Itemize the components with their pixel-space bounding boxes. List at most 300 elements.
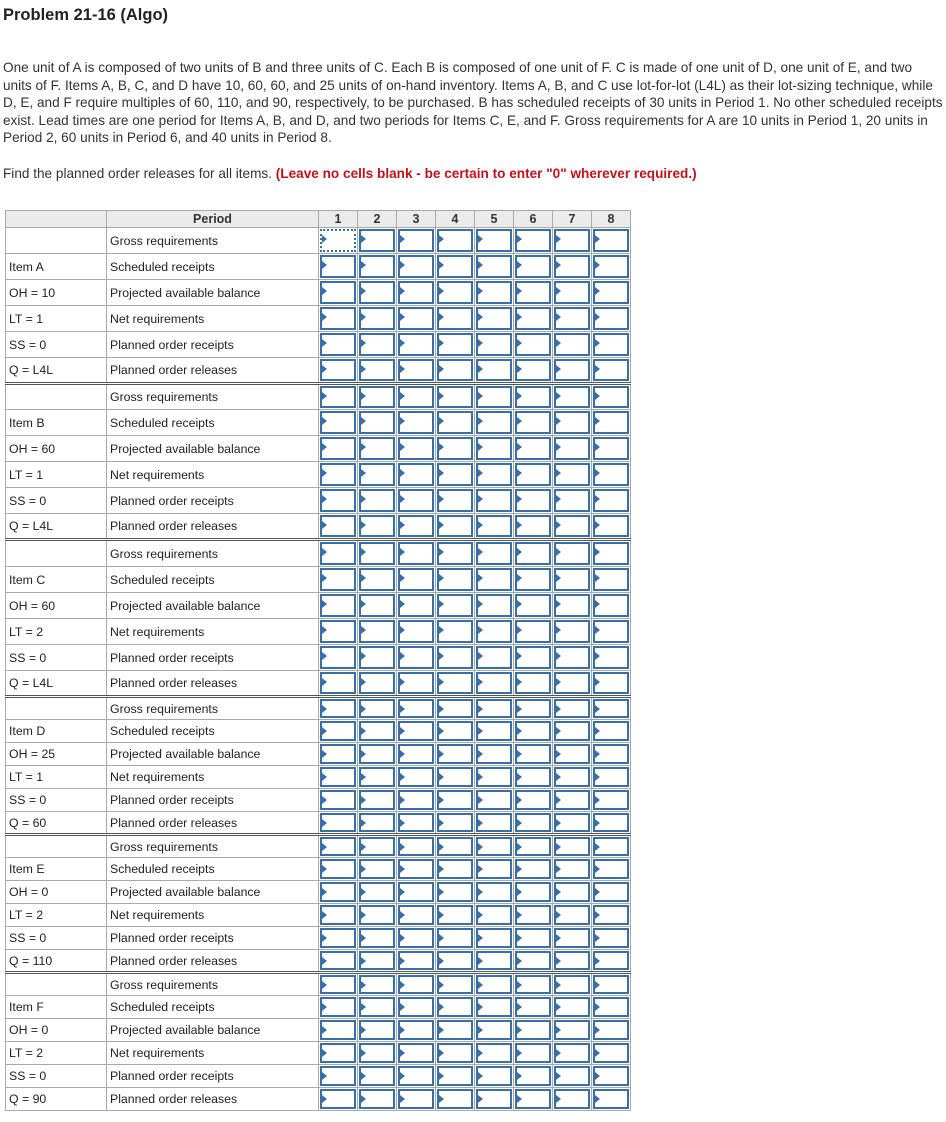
item-b-scheduled-receipts-period-1-input[interactable]: [320, 411, 356, 434]
item-c-net-requirements-period-3-input[interactable]: [398, 620, 434, 643]
item-e-scheduled-receipts-period-8-input[interactable]: [593, 859, 629, 879]
item-d-planned-order-releases-period-4-input[interactable]: [437, 813, 473, 832]
item-d-gross-requirements-period-7-input[interactable]: [554, 699, 590, 718]
item-f-scheduled-receipts-period-8-input[interactable]: [593, 997, 629, 1017]
item-a-planned-order-releases-period-4-input[interactable]: [437, 359, 473, 381]
item-e-planned-order-releases-period-4-input[interactable]: [437, 951, 473, 970]
item-e-net-requirements-period-8-input[interactable]: [593, 905, 629, 925]
item-c-scheduled-receipts-period-1-input[interactable]: [320, 568, 356, 591]
item-a-planned-order-releases-period-6-input[interactable]: [515, 359, 551, 381]
item-c-scheduled-receipts-period-6-input[interactable]: [515, 568, 551, 591]
item-a-net-requirements-period-7-input[interactable]: [554, 307, 590, 330]
item-a-planned-order-receipts-period-2-input[interactable]: [359, 333, 395, 356]
item-a-planned-order-receipts-period-5-input[interactable]: [476, 333, 512, 356]
item-c-projected-available-balance-period-5-input[interactable]: [476, 594, 512, 617]
item-a-planned-order-releases-period-1-input[interactable]: [320, 359, 356, 381]
item-a-planned-order-receipts-period-6-input[interactable]: [515, 333, 551, 356]
item-d-projected-available-balance-period-4-input[interactable]: [437, 744, 473, 764]
item-f-net-requirements-period-2-input[interactable]: [359, 1043, 395, 1063]
item-f-planned-order-releases-period-7-input[interactable]: [554, 1089, 590, 1109]
item-e-net-requirements-period-1-input[interactable]: [320, 905, 356, 925]
item-d-planned-order-receipts-period-7-input[interactable]: [554, 790, 590, 810]
item-e-planned-order-releases-period-5-input[interactable]: [476, 951, 512, 970]
row-label-scheduled-receipts: Scheduled receipts: [107, 254, 319, 280]
item-e-projected-available-balance-period-2-input[interactable]: [359, 882, 395, 902]
item-d-projected-available-balance-period-8-input[interactable]: [593, 744, 629, 764]
item-b-planned-order-releases-period-8-cell: [592, 514, 631, 540]
item-a-planned-order-releases-period-7-input[interactable]: [554, 359, 590, 381]
item-a-scheduled-receipts-period-6-input[interactable]: [515, 255, 551, 278]
item-f-projected-available-balance-period-6-input[interactable]: [515, 1020, 551, 1040]
item-b-planned-order-releases-period-8-input[interactable]: [593, 515, 629, 537]
item-e-planned-order-receipts-period-3-input[interactable]: [398, 928, 434, 948]
item-b-net-requirements-period-3-input[interactable]: [398, 463, 434, 486]
item-d-planned-order-releases-period-5-input[interactable]: [476, 813, 512, 832]
item-e-net-requirements-period-6-input[interactable]: [515, 905, 551, 925]
item-b-projected-available-balance-period-2-input[interactable]: [359, 437, 395, 460]
item-e-gross-requirements-period-6-input[interactable]: [515, 837, 551, 856]
item-a-projected-available-balance-period-5-input[interactable]: [476, 281, 512, 304]
item-c-planned-order-releases-period-5-input[interactable]: [476, 672, 512, 694]
item-e-planned-order-releases-period-8-input[interactable]: [593, 951, 629, 970]
item-e-planned-order-receipts-period-8-input[interactable]: [593, 928, 629, 948]
item-e-planned-order-receipts-period-7-input[interactable]: [554, 928, 590, 948]
item-e-net-requirements-period-3-input[interactable]: [398, 905, 434, 925]
item-b-planned-order-releases-period-5-input[interactable]: [476, 515, 512, 537]
item-a-planned-order-releases-period-5-cell: [475, 358, 514, 384]
item-b-scheduled-receipts-period-3-input[interactable]: [398, 411, 434, 434]
item-a-gross-requirements-period-7-input[interactable]: [554, 229, 590, 252]
item-d-projected-available-balance-period-1-input[interactable]: [320, 744, 356, 764]
item-f-planned-order-receipts-period-7-input[interactable]: [554, 1066, 590, 1086]
item-e-planned-order-receipts-period-5-input[interactable]: [476, 928, 512, 948]
item-b-projected-available-balance-period-7-input[interactable]: [554, 437, 590, 460]
item-f-scheduled-receipts-period-3-input[interactable]: [398, 997, 434, 1017]
item-e-planned-order-releases-period-3-input[interactable]: [398, 951, 434, 970]
item-f-planned-order-releases-period-8-input[interactable]: [593, 1089, 629, 1109]
item-f-gross-requirements-period-5-input[interactable]: [476, 975, 512, 994]
item-d-planned-order-releases-period-3-input[interactable]: [398, 813, 434, 832]
item-f-gross-requirements-period-3-input[interactable]: [398, 975, 434, 994]
item-a-net-requirements-period-5-input[interactable]: [476, 307, 512, 330]
item-e-scheduled-receipts-period-7-input[interactable]: [554, 859, 590, 879]
item-b-planned-order-releases-period-3-input[interactable]: [398, 515, 434, 537]
item-b-net-requirements-period-5-input[interactable]: [476, 463, 512, 486]
item-f-gross-requirements-period-2-input[interactable]: [359, 975, 395, 994]
item-d-net-requirements-period-2-input[interactable]: [359, 767, 395, 787]
item-e-net-requirements-period-4-input[interactable]: [437, 905, 473, 925]
item-b-scheduled-receipts-period-2-input[interactable]: [359, 411, 395, 434]
item-b-gross-requirements-period-7-input[interactable]: [554, 386, 590, 408]
item-c-gross-requirements-period-8-input[interactable]: [593, 542, 629, 565]
item-c-scheduled-receipts-period-4-input[interactable]: [437, 568, 473, 591]
item-e-projected-available-balance-period-8-input[interactable]: [593, 882, 629, 902]
item-c-scheduled-receipts-period-5-input[interactable]: [476, 568, 512, 591]
item-b-planned-order-receipts-period-6-input[interactable]: [515, 489, 551, 512]
item-c-gross-requirements-period-5-input[interactable]: [476, 542, 512, 565]
item-b-planned-order-releases-period-2-input[interactable]: [359, 515, 395, 537]
item-e-gross-requirements-period-4-input[interactable]: [437, 837, 473, 856]
item-b-planned-order-receipts-period-5-input[interactable]: [476, 489, 512, 512]
item-d-scheduled-receipts-period-8-cell: [592, 720, 631, 743]
item-f-net-requirements-period-6-input[interactable]: [515, 1043, 551, 1063]
item-a-scheduled-receipts-period-4-input[interactable]: [437, 255, 473, 278]
item-f-scheduled-receipts-period-4-input[interactable]: [437, 997, 473, 1017]
item-e-net-requirements-period-5-input[interactable]: [476, 905, 512, 925]
item-d-net-requirements-period-8-input[interactable]: [593, 767, 629, 787]
item-f-net-requirements-period-1-input[interactable]: [320, 1043, 356, 1063]
item-a-gross-requirements-period-2-input[interactable]: [359, 229, 395, 252]
item-f-projected-available-balance-period-3-input[interactable]: [398, 1020, 434, 1040]
item-e-planned-order-releases-period-6-input[interactable]: [515, 951, 551, 970]
item-a-scheduled-receipts-period-5-input[interactable]: [476, 255, 512, 278]
item-a-net-requirements-period-4-input[interactable]: [437, 307, 473, 330]
item-f-gross-requirements-period-8-input[interactable]: [593, 975, 629, 994]
item-a-projected-available-balance-period-1-input[interactable]: [320, 281, 356, 304]
item-a-scheduled-receipts-period-1-input[interactable]: [320, 255, 356, 278]
item-f-gross-requirements-period-4-input[interactable]: [437, 975, 473, 994]
item-d-net-requirements-period-4-input[interactable]: [437, 767, 473, 787]
item-f-net-requirements-period-7-input[interactable]: [554, 1043, 590, 1063]
item-d-projected-available-balance-period-5-input[interactable]: [476, 744, 512, 764]
item-b-planned-order-receipts-period-8-input[interactable]: [593, 489, 629, 512]
item-c-planned-order-receipts-period-4-input[interactable]: [437, 646, 473, 669]
item-b-projected-available-balance-period-8-input[interactable]: [593, 437, 629, 460]
item-b-planned-order-receipts-period-4-input[interactable]: [437, 489, 473, 512]
item-c-planned-order-receipts-period-2-input[interactable]: [359, 646, 395, 669]
item-d-gross-requirements-period-1-input[interactable]: [320, 699, 356, 718]
item-c-planned-order-releases-period-7-input[interactable]: [554, 672, 590, 694]
item-f-projected-available-balance-period-8-input[interactable]: [593, 1020, 629, 1040]
item-f-net-requirements-period-5-input[interactable]: [476, 1043, 512, 1063]
item-b-planned-order-releases-period-4-input[interactable]: [437, 515, 473, 537]
item-c-projected-available-balance-period-4-input[interactable]: [437, 594, 473, 617]
item-d-projected-available-balance-period-6-input[interactable]: [515, 744, 551, 764]
item-a-projected-available-balance-period-4-input[interactable]: [437, 281, 473, 304]
item-f-projected-available-balance-period-4-input[interactable]: [437, 1020, 473, 1040]
item-c-projected-available-balance-period-6-input[interactable]: [515, 594, 551, 617]
item-d-scheduled-receipts-period-8-input[interactable]: [593, 721, 629, 741]
item-d-planned-order-releases-period-6-input[interactable]: [515, 813, 551, 832]
item-f-projected-available-balance-period-1-input[interactable]: [320, 1020, 356, 1040]
item-a-gross-requirements-period-6-input[interactable]: [515, 229, 551, 252]
item-a-net-requirements-period-2-input[interactable]: [359, 307, 395, 330]
item-e-gross-requirements-period-2-input[interactable]: [359, 837, 395, 856]
item-c-projected-available-balance-period-2-input[interactable]: [359, 594, 395, 617]
item-f-net-requirements-period-8-input[interactable]: [593, 1043, 629, 1063]
item-e-projected-available-balance-period-6-input[interactable]: [515, 882, 551, 902]
item-b-gross-requirements-period-1-input[interactable]: [320, 386, 356, 408]
item-c-scheduled-receipts-period-2-input[interactable]: [359, 568, 395, 591]
item-d-net-requirements-period-6-input[interactable]: [515, 767, 551, 787]
item-e-scheduled-receipts-period-2-input[interactable]: [359, 859, 395, 879]
item-e-gross-requirements-period-7-input[interactable]: [554, 837, 590, 856]
item-e-projected-available-balance-period-1-input[interactable]: [320, 882, 356, 902]
item-e-planned-order-releases-period-2-input[interactable]: [359, 951, 395, 970]
item-d-planned-order-receipts-period-6-input[interactable]: [515, 790, 551, 810]
item-f-planned-order-receipts-period-1-input[interactable]: [320, 1066, 356, 1086]
item-c-projected-available-balance-period-7-input[interactable]: [554, 594, 590, 617]
item-b-gross-requirements-period-6-input[interactable]: [515, 386, 551, 408]
item-e-net-requirements-period-2-input[interactable]: [359, 905, 395, 925]
item-b-scheduled-receipts-period-6-input[interactable]: [515, 411, 551, 434]
item-a-gross-requirements-period-4-input[interactable]: [437, 229, 473, 252]
item-c-planned-order-releases-period-3-input[interactable]: [398, 672, 434, 694]
item-f-gross-requirements-period-7-input[interactable]: [554, 975, 590, 994]
item-a-planned-order-releases-period-3-input[interactable]: [398, 359, 434, 381]
item-c-net-requirements-period-4-input[interactable]: [437, 620, 473, 643]
item-b-gross-requirements-period-4-input[interactable]: [437, 386, 473, 408]
item-e-planned-order-releases-period-7-input[interactable]: [554, 951, 590, 970]
item-a-scheduled-receipts-period-7-input[interactable]: [554, 255, 590, 278]
item-e-scheduled-receipts-period-3-input[interactable]: [398, 859, 434, 879]
item-f-planned-order-releases-period-6-input[interactable]: [515, 1089, 551, 1109]
item-d-gross-requirements-period-3-input[interactable]: [398, 699, 434, 718]
item-b-gross-requirements-period-5-input[interactable]: [476, 386, 512, 408]
item-d-gross-requirements-period-6-input[interactable]: [515, 699, 551, 718]
item-c-planned-order-releases-period-4-input[interactable]: [437, 672, 473, 694]
item-b-planned-order-receipts-period-2-input[interactable]: [359, 489, 395, 512]
item-c-projected-available-balance-period-3-input[interactable]: [398, 594, 434, 617]
item-e-projected-available-balance-period-7-input[interactable]: [554, 882, 590, 902]
item-c-net-requirements-period-6-input[interactable]: [515, 620, 551, 643]
item-d-scheduled-receipts-period-4-input[interactable]: [437, 721, 473, 741]
item-d-planned-order-receipts-period-8-input[interactable]: [593, 790, 629, 810]
item-a-planned-order-receipts-period-1-input[interactable]: [320, 333, 356, 356]
item-c-net-requirements-period-1-input[interactable]: [320, 620, 356, 643]
item-b-projected-available-balance-period-4-input[interactable]: [437, 437, 473, 460]
item-f-planned-order-receipts-period-5-input[interactable]: [476, 1066, 512, 1086]
item-a-net-requirements-period-3-input[interactable]: [398, 307, 434, 330]
item-e-gross-requirements-period-8-input[interactable]: [593, 837, 629, 856]
item-a-net-requirements-period-1-cell: [319, 306, 358, 332]
item-d-gross-requirements-period-2-input[interactable]: [359, 699, 395, 718]
item-f-planned-order-receipts-period-6-input[interactable]: [515, 1066, 551, 1086]
item-c-info-1: Item C: [6, 567, 107, 593]
item-f-scheduled-receipts-period-6-input[interactable]: [515, 997, 551, 1017]
item-c-net-requirements-period-2-input[interactable]: [359, 620, 395, 643]
item-b-net-requirements-period-6-input[interactable]: [515, 463, 551, 486]
item-c-planned-order-receipts-period-1-input[interactable]: [320, 646, 356, 669]
item-e-projected-available-balance-period-3-input[interactable]: [398, 882, 434, 902]
item-e-net-requirements-period-7-input[interactable]: [554, 905, 590, 925]
item-b-net-requirements-period-4-input[interactable]: [437, 463, 473, 486]
item-b-net-requirements-period-2-input[interactable]: [359, 463, 395, 486]
item-b-planned-order-releases-period-6-input[interactable]: [515, 515, 551, 537]
item-c-scheduled-receipts-period-7-input[interactable]: [554, 568, 590, 591]
item-c-gross-requirements-period-4-input[interactable]: [437, 542, 473, 565]
item-e-planned-order-receipts-period-6-input[interactable]: [515, 928, 551, 948]
item-d-gross-requirements-period-4-input[interactable]: [437, 699, 473, 718]
item-d-scheduled-receipts-period-6-input[interactable]: [515, 721, 551, 741]
item-a-projected-available-balance-period-6-input[interactable]: [515, 281, 551, 304]
item-e-planned-order-receipts-period-2-input[interactable]: [359, 928, 395, 948]
item-d-scheduled-receipts-period-1-input[interactable]: [320, 721, 356, 741]
item-d-scheduled-receipts-period-7-input[interactable]: [554, 721, 590, 741]
item-c-projected-available-balance-period-1-input[interactable]: [320, 594, 356, 617]
item-a-planned-order-releases-period-8-input[interactable]: [593, 359, 629, 381]
item-a-planned-order-releases-period-2-input[interactable]: [359, 359, 395, 381]
item-a-projected-available-balance-period-2-input[interactable]: [359, 281, 395, 304]
item-f-planned-order-releases-period-5-input[interactable]: [476, 1089, 512, 1109]
item-a-planned-order-releases-period-5-input[interactable]: [476, 359, 512, 381]
item-a-planned-order-receipts-period-8-input[interactable]: [593, 333, 629, 356]
item-b-planned-order-releases-period-1-input[interactable]: [320, 515, 356, 537]
item-d-planned-order-receipts-period-4-input[interactable]: [437, 790, 473, 810]
item-e-scheduled-receipts-period-4-input[interactable]: [437, 859, 473, 879]
item-a-gross-requirements-period-3-input[interactable]: [398, 229, 434, 252]
item-f-planned-order-releases-period-4-input[interactable]: [437, 1089, 473, 1109]
item-e-planned-order-receipts-period-8-cell: [592, 927, 631, 950]
item-b-projected-available-balance-period-6-input[interactable]: [515, 437, 551, 460]
item-b-gross-requirements-period-8-input[interactable]: [593, 386, 629, 408]
item-e-planned-order-receipts-period-1-input[interactable]: [320, 928, 356, 948]
item-a-gross-requirements-period-5-input[interactable]: [476, 229, 512, 252]
item-c-info-0: [6, 540, 107, 567]
item-f-planned-order-receipts-period-3-input[interactable]: [398, 1066, 434, 1086]
item-d-planned-order-receipts-period-2-input[interactable]: [359, 790, 395, 810]
item-b-projected-available-balance-period-1-input[interactable]: [320, 437, 356, 460]
item-d-projected-available-balance-period-3-input[interactable]: [398, 744, 434, 764]
item-c-planned-order-receipts-period-5-input[interactable]: [476, 646, 512, 669]
item-e-planned-order-receipts-period-4-input[interactable]: [437, 928, 473, 948]
item-c-net-requirements-period-7-input[interactable]: [554, 620, 590, 643]
item-d-planned-order-receipts-period-1-input[interactable]: [320, 790, 356, 810]
item-b-scheduled-receipts-period-4-input[interactable]: [437, 411, 473, 434]
item-d-planned-order-releases-period-7-input[interactable]: [554, 813, 590, 832]
item-d-gross-requirements-period-5-input[interactable]: [476, 699, 512, 718]
item-f-planned-order-releases-period-2-input[interactable]: [359, 1089, 395, 1109]
item-a-net-requirements-period-6-input[interactable]: [515, 307, 551, 330]
item-b-gross-requirements-period-3-input[interactable]: [398, 386, 434, 408]
item-e-projected-available-balance-period-4-input[interactable]: [437, 882, 473, 902]
item-c-planned-order-releases-period-2-input[interactable]: [359, 672, 395, 694]
item-e-scheduled-receipts-period-1-input[interactable]: [320, 859, 356, 879]
item-f-planned-order-receipts-period-2-input[interactable]: [359, 1066, 395, 1086]
item-c-gross-requirements-period-6-input[interactable]: [515, 542, 551, 565]
item-a-projected-available-balance-period-8-input[interactable]: [593, 281, 629, 304]
item-f-scheduled-receipts-period-2-input[interactable]: [359, 997, 395, 1017]
item-f-gross-requirements-period-6-input[interactable]: [515, 975, 551, 994]
item-a-scheduled-receipts-period-3-input[interactable]: [398, 255, 434, 278]
item-e-projected-available-balance-period-5-input[interactable]: [476, 882, 512, 902]
item-c-planned-order-receipts-period-6-input[interactable]: [515, 646, 551, 669]
item-b-projected-available-balance-period-5-input[interactable]: [476, 437, 512, 460]
item-d-planned-order-releases-period-2-input[interactable]: [359, 813, 395, 832]
item-a-projected-available-balance-period-3-input[interactable]: [398, 281, 434, 304]
item-b-projected-available-balance-period-3-input[interactable]: [398, 437, 434, 460]
item-b-planned-order-receipts-period-7-input[interactable]: [554, 489, 590, 512]
item-e-gross-requirements-period-3-input[interactable]: [398, 837, 434, 856]
item-c-gross-requirements-period-3-input[interactable]: [398, 542, 434, 565]
item-d-net-requirements-period-5-input[interactable]: [476, 767, 512, 787]
item-e-scheduled-receipts-period-6-input[interactable]: [515, 859, 551, 879]
item-d-gross-requirements-period-8-input[interactable]: [593, 699, 629, 718]
item-f-planned-order-receipts-period-8-input[interactable]: [593, 1066, 629, 1086]
item-b-net-requirements-period-1-input[interactable]: [320, 463, 356, 486]
item-e-gross-requirements-period-5-input[interactable]: [476, 837, 512, 856]
item-f-scheduled-receipts-period-7-input[interactable]: [554, 997, 590, 1017]
item-c-planned-order-receipts-period-8-input[interactable]: [593, 646, 629, 669]
item-f-planned-order-releases-period-3-input[interactable]: [398, 1089, 434, 1109]
item-f-planned-order-receipts-period-4-input[interactable]: [437, 1066, 473, 1086]
item-f-net-requirements-period-4-input[interactable]: [437, 1043, 473, 1063]
item-c-gross-requirements-period-2-input[interactable]: [359, 542, 395, 565]
item-f-planned-order-releases-period-1-input[interactable]: [320, 1089, 356, 1109]
item-a-projected-available-balance-period-7-cell: [553, 280, 592, 306]
item-c-scheduled-receipts-period-3-input[interactable]: [398, 568, 434, 591]
item-b-planned-order-releases-period-7-input[interactable]: [554, 515, 590, 537]
item-b-planned-order-receipts-period-1-input[interactable]: [320, 489, 356, 512]
item-d-net-requirements-period-7-input[interactable]: [554, 767, 590, 787]
item-a-planned-order-receipts-period-3-input[interactable]: [398, 333, 434, 356]
item-c-net-requirements-period-5-input[interactable]: [476, 620, 512, 643]
item-e-scheduled-receipts-period-5-input[interactable]: [476, 859, 512, 879]
item-d-projected-available-balance-row: [6, 743, 631, 766]
item-d-planned-order-receipts-period-3-input[interactable]: [398, 790, 434, 810]
item-c-planned-order-receipts-period-7-input[interactable]: [554, 646, 590, 669]
item-a-gross-requirements-period-1-input[interactable]: [320, 229, 356, 252]
item-b-planned-order-receipts-period-3-input[interactable]: [398, 489, 434, 512]
item-d-projected-available-balance-period-7-input[interactable]: [554, 744, 590, 764]
item-d-planned-order-releases-period-1-input[interactable]: [320, 813, 356, 832]
item-b-net-requirements-period-8-input[interactable]: [593, 463, 629, 486]
item-b-scheduled-receipts-period-8-input[interactable]: [593, 411, 629, 434]
item-a-scheduled-receipts-period-2-input[interactable]: [359, 255, 395, 278]
item-d-planned-order-receipts-period-5-input[interactable]: [476, 790, 512, 810]
item-d-planned-order-releases-period-8-input[interactable]: [593, 813, 629, 832]
item-a-planned-order-receipts-period-4-input[interactable]: [437, 333, 473, 356]
item-b-scheduled-receipts-period-5-input[interactable]: [476, 411, 512, 434]
item-f-projected-available-balance-period-5-input[interactable]: [476, 1020, 512, 1040]
item-c-gross-requirements-period-1-input[interactable]: [320, 542, 356, 565]
item-b-info-0: [6, 384, 107, 410]
item-f-gross-requirements-period-1-input[interactable]: [320, 975, 356, 994]
item-f-projected-available-balance-period-7-input[interactable]: [554, 1020, 590, 1040]
item-d-projected-available-balance-period-2-input[interactable]: [359, 744, 395, 764]
item-c-planned-order-releases-period-6-input[interactable]: [515, 672, 551, 694]
item-f-projected-available-balance-period-2-input[interactable]: [359, 1020, 395, 1040]
item-c-net-requirements-period-8-input[interactable]: [593, 620, 629, 643]
item-f-scheduled-receipts-period-1-input[interactable]: [320, 997, 356, 1017]
item-d-net-requirements-period-3-input[interactable]: [398, 767, 434, 787]
item-d-scheduled-receipts-period-5-input[interactable]: [476, 721, 512, 741]
item-c-planned-order-releases-period-8-input[interactable]: [593, 672, 629, 694]
item-d-scheduled-receipts-period-2-input[interactable]: [359, 721, 395, 741]
item-a-planned-order-receipts-period-7-input[interactable]: [554, 333, 590, 356]
item-b-gross-requirements-period-2-input[interactable]: [359, 386, 395, 408]
item-c-projected-available-balance-period-8-input[interactable]: [593, 594, 629, 617]
item-a-projected-available-balance-period-7-input[interactable]: [554, 281, 590, 304]
item-c-planned-order-releases-period-1-input[interactable]: [320, 672, 356, 694]
item-e-planned-order-releases-period-1-input[interactable]: [320, 951, 356, 970]
item-f-info-1: Item F: [6, 996, 107, 1019]
item-d-scheduled-receipts-period-3-input[interactable]: [398, 721, 434, 741]
item-a-net-requirements-period-8-input[interactable]: [593, 307, 629, 330]
item-b-scheduled-receipts-period-7-input[interactable]: [554, 411, 590, 434]
item-b-net-requirements-period-7-input[interactable]: [554, 463, 590, 486]
item-c-gross-requirements-period-7-input[interactable]: [554, 542, 590, 565]
item-c-planned-order-receipts-period-3-input[interactable]: [398, 646, 434, 669]
item-c-scheduled-receipts-period-8-input[interactable]: [593, 568, 629, 591]
item-a-scheduled-receipts-period-8-input[interactable]: [593, 255, 629, 278]
item-d-net-requirements-period-1-input[interactable]: [320, 767, 356, 787]
item-a-net-requirements-period-1-input[interactable]: [320, 307, 356, 330]
item-f-scheduled-receipts-period-5-input[interactable]: [476, 997, 512, 1017]
item-a-gross-requirements-period-8-input[interactable]: [593, 229, 629, 252]
item-e-gross-requirements-period-1-input[interactable]: [320, 837, 356, 856]
item-f-net-requirements-period-3-input[interactable]: [398, 1043, 434, 1063]
